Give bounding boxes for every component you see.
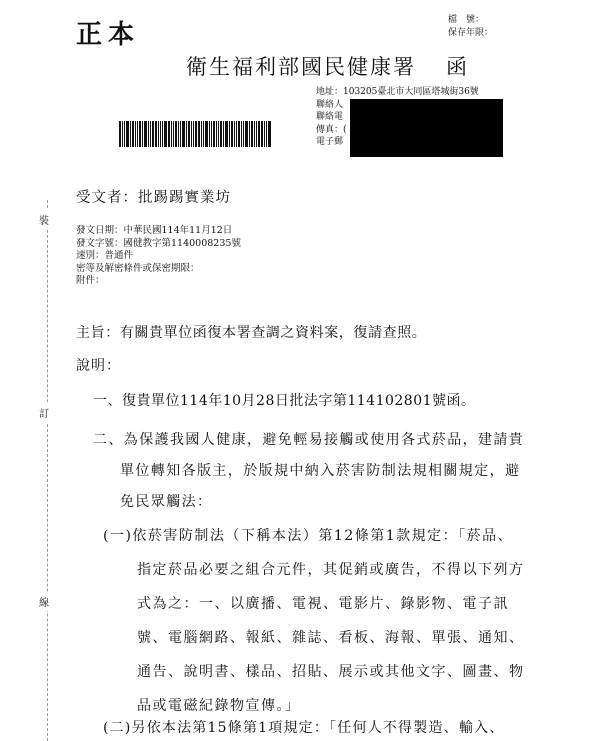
barcode-bar: [168, 121, 170, 147]
barcode-bar: [218, 121, 219, 147]
sub-item-2: (二)另依本法第15條第1項規定：「任何人不得製造、輸入、: [103, 720, 505, 736]
barcode-bar: [225, 121, 228, 147]
barcode-bar: [256, 121, 257, 147]
sub-item-1-line-3: 式為之：一、以廣播、電視、電影片、錄影物、電子訊: [137, 596, 509, 612]
sub-item-1-line-4: 號、電腦網路、報紙、雜誌、看板、海報、單張、通知、: [137, 630, 525, 646]
barcode-bar: [186, 121, 187, 147]
binding-line: [47, 200, 48, 741]
doc-speed: 速別：普通件: [76, 250, 134, 261]
file-meta: [448, 14, 493, 40]
barcode-bar: [191, 121, 192, 147]
barcode-bar: [150, 121, 151, 147]
file-number-label: 檔 號：: [448, 15, 485, 25]
barcode-bar: [148, 121, 149, 147]
binding-char-3: 線: [39, 592, 49, 611]
barcode-bar: [144, 121, 147, 147]
barcode-bar: [223, 121, 224, 147]
barcode-bar: [238, 121, 240, 147]
barcode-bar: [220, 121, 222, 147]
barcode-bar: [152, 121, 154, 147]
barcode-bar: [195, 121, 197, 147]
agency-title: [186, 51, 469, 81]
sub-item-1: [103, 519, 525, 723]
barcode-bar: [180, 121, 181, 147]
doc-attachment: 附件：: [76, 275, 105, 286]
barcode-bar: [254, 121, 255, 147]
barcode-bar: [236, 121, 237, 147]
barcode-bar: [171, 121, 172, 147]
sub-item-1-line-2: 指定菸品必要之組合元件，其促銷或廣告，不得以下列方: [137, 562, 525, 578]
recipient: 受文者：批踢踢實業坊: [76, 190, 231, 206]
barcode-bar: [266, 121, 267, 147]
barcode-bar: [241, 121, 242, 147]
barcode-bar: [251, 121, 253, 147]
barcode-bar: [216, 121, 217, 147]
barcode-bar: [209, 121, 210, 147]
barcode-bar: [211, 121, 212, 147]
doc-type: 函: [446, 55, 469, 79]
barcode-bar: [130, 121, 131, 147]
barcode-bar: [229, 121, 230, 147]
barcode-bar: [249, 121, 250, 147]
barcode-bar: [132, 121, 134, 147]
barcode-bar: [231, 121, 233, 147]
item-2: [93, 425, 524, 518]
barcode-bar: [188, 121, 190, 147]
barcode-bar: [258, 121, 260, 147]
doc-secrecy: 密等及解密條件或保密期限：: [76, 262, 200, 274]
barcode-bar: [164, 121, 167, 147]
barcode-bar: [122, 121, 123, 147]
barcode-bar: [182, 121, 185, 147]
subject: 主旨：有關貴單位函復本署查調之資料案，復請查照。: [76, 325, 427, 341]
binding-char-1: 裝: [39, 210, 49, 229]
retention-label: 保存年限：: [448, 28, 494, 38]
barcode-bar: [175, 121, 177, 147]
barcode-bar: [124, 121, 125, 147]
binding-char-2: 訂: [39, 403, 49, 422]
contact-address: 地址：103205臺北市大同區塔城街36號: [316, 87, 479, 97]
sub-item-1-line-5: 通告、說明書、樣品、招貼、展示或其他文字、圖畫、物: [137, 664, 525, 680]
doc-number: 發文字號：國健教字第1140008235號: [76, 237, 241, 249]
contact-fax: 傳真：(: [316, 124, 347, 135]
barcode-bar: [234, 121, 235, 147]
barcode-bar: [213, 121, 215, 147]
barcode-bar: [264, 121, 265, 147]
barcode-bar: [135, 121, 136, 147]
barcode-bar: [158, 121, 159, 147]
doc-meta: [76, 225, 241, 288]
barcode-bar: [137, 121, 138, 147]
barcode-bar: [142, 121, 143, 147]
barcode-bar: [173, 121, 174, 147]
barcode-bar: [198, 121, 200, 147]
barcode-bar: [245, 121, 248, 147]
barcode-bar: [193, 121, 194, 147]
barcode-bar: [126, 121, 129, 147]
item-2-line-3: 免民眾觸法：: [120, 494, 213, 510]
barcode-bar: [268, 121, 271, 147]
barcode-bar: [178, 121, 179, 147]
contact-email: 電子郵: [316, 137, 344, 147]
explanation-label: 說明：: [76, 358, 121, 374]
barcode-bar: [203, 121, 204, 147]
item-1: 一、復貴單位114年10月28日批法字第114102801號函。: [93, 393, 476, 409]
contact-phone: 聯絡電: [316, 112, 344, 122]
copy-label: 正本: [76, 20, 141, 50]
item-2-line-2: 單位轉知各版主，於版規中納入菸害防制法規相關規定，避: [120, 463, 521, 479]
barcode-bar: [201, 121, 202, 147]
barcode-bar: [155, 121, 157, 147]
redaction-box: [350, 99, 503, 157]
barcode-bar: [205, 121, 208, 147]
barcode-bar: [261, 121, 263, 147]
barcode-bar: [119, 121, 121, 147]
barcode-bar: [162, 121, 163, 147]
sub-item-1-line-6: 品或電磁紀錄物宣傳。」: [137, 698, 301, 714]
agency-name: 衛生福利部國民健康署: [186, 55, 416, 79]
barcode-bar: [243, 121, 244, 147]
doc-date: 發文日期：中華民國114年11月12日: [76, 225, 233, 236]
contact-person: 聯絡人: [316, 99, 344, 110]
barcode: [119, 121, 287, 147]
barcode-bar: [160, 121, 161, 147]
item-2-line-1: 二、為保護我國人健康，避免輕易接觸或使用各式菸品，建請貴: [93, 432, 525, 448]
barcode-bar: [139, 121, 141, 147]
sub-item-1-line-1: (一)依菸害防制法（下稱本法）第12條第1款規定：「菸品、: [103, 528, 514, 544]
